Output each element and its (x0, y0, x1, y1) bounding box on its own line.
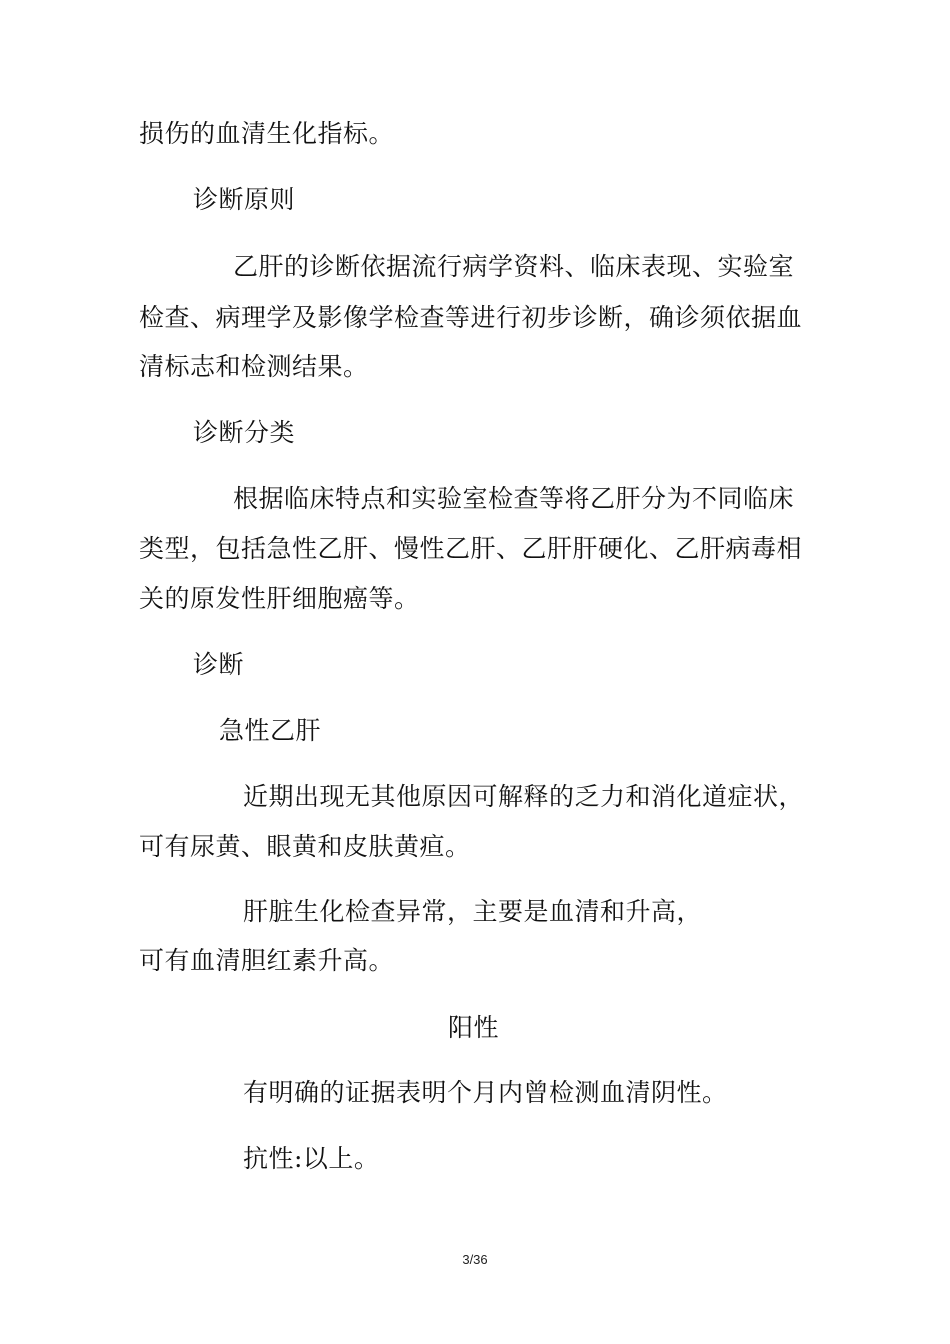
paragraph-line: 抗性:以上。 (243, 1144, 380, 1173)
section-heading-classification: 诊断分类 (193, 418, 296, 447)
section-heading-diagnosis: 诊断 (193, 650, 245, 679)
paragraph-line: 肝脏生化检查异常，主要是血清和升高， (243, 897, 703, 926)
page-number: 3/36 (462, 1252, 488, 1267)
paragraph-line: 类型，包括急性乙肝、慢性乙肝、乙肝肝硬化、乙肝病毒相 (139, 534, 803, 563)
heading-positive: 阳性 (448, 1013, 500, 1042)
paragraph-line: 有明确的证据表明个月内曾检测血清阴性。 (243, 1078, 728, 1107)
paragraph-line: 关的原发性肝细胞癌等。 (139, 584, 420, 613)
paragraph-line: 近期出现无其他原因可解释的乏力和消化道症状， (243, 782, 805, 811)
paragraph-line: 可有尿黄、眼黄和皮肤黄疸。 (139, 832, 471, 861)
paragraph-line: 损伤的血清生化指标。 (139, 119, 395, 148)
paragraph-line: 清标志和检测结果。 (139, 352, 369, 381)
paragraph-line: 可有血清胆红素升高。 (139, 946, 395, 975)
section-heading-principle: 诊断原则 (193, 185, 296, 214)
paragraph-line: 根据临床特点和实验室检查等将乙肝分为不同临床 (233, 484, 795, 513)
paragraph-line: 乙肝的诊断依据流行病学资料、临床表现、实验室 (233, 252, 795, 281)
paragraph-line: 检查、病理学及影像学检查等进行初步诊断，确诊须依据血 (139, 303, 803, 332)
subsection-heading-acute: 急性乙肝 (219, 716, 322, 745)
